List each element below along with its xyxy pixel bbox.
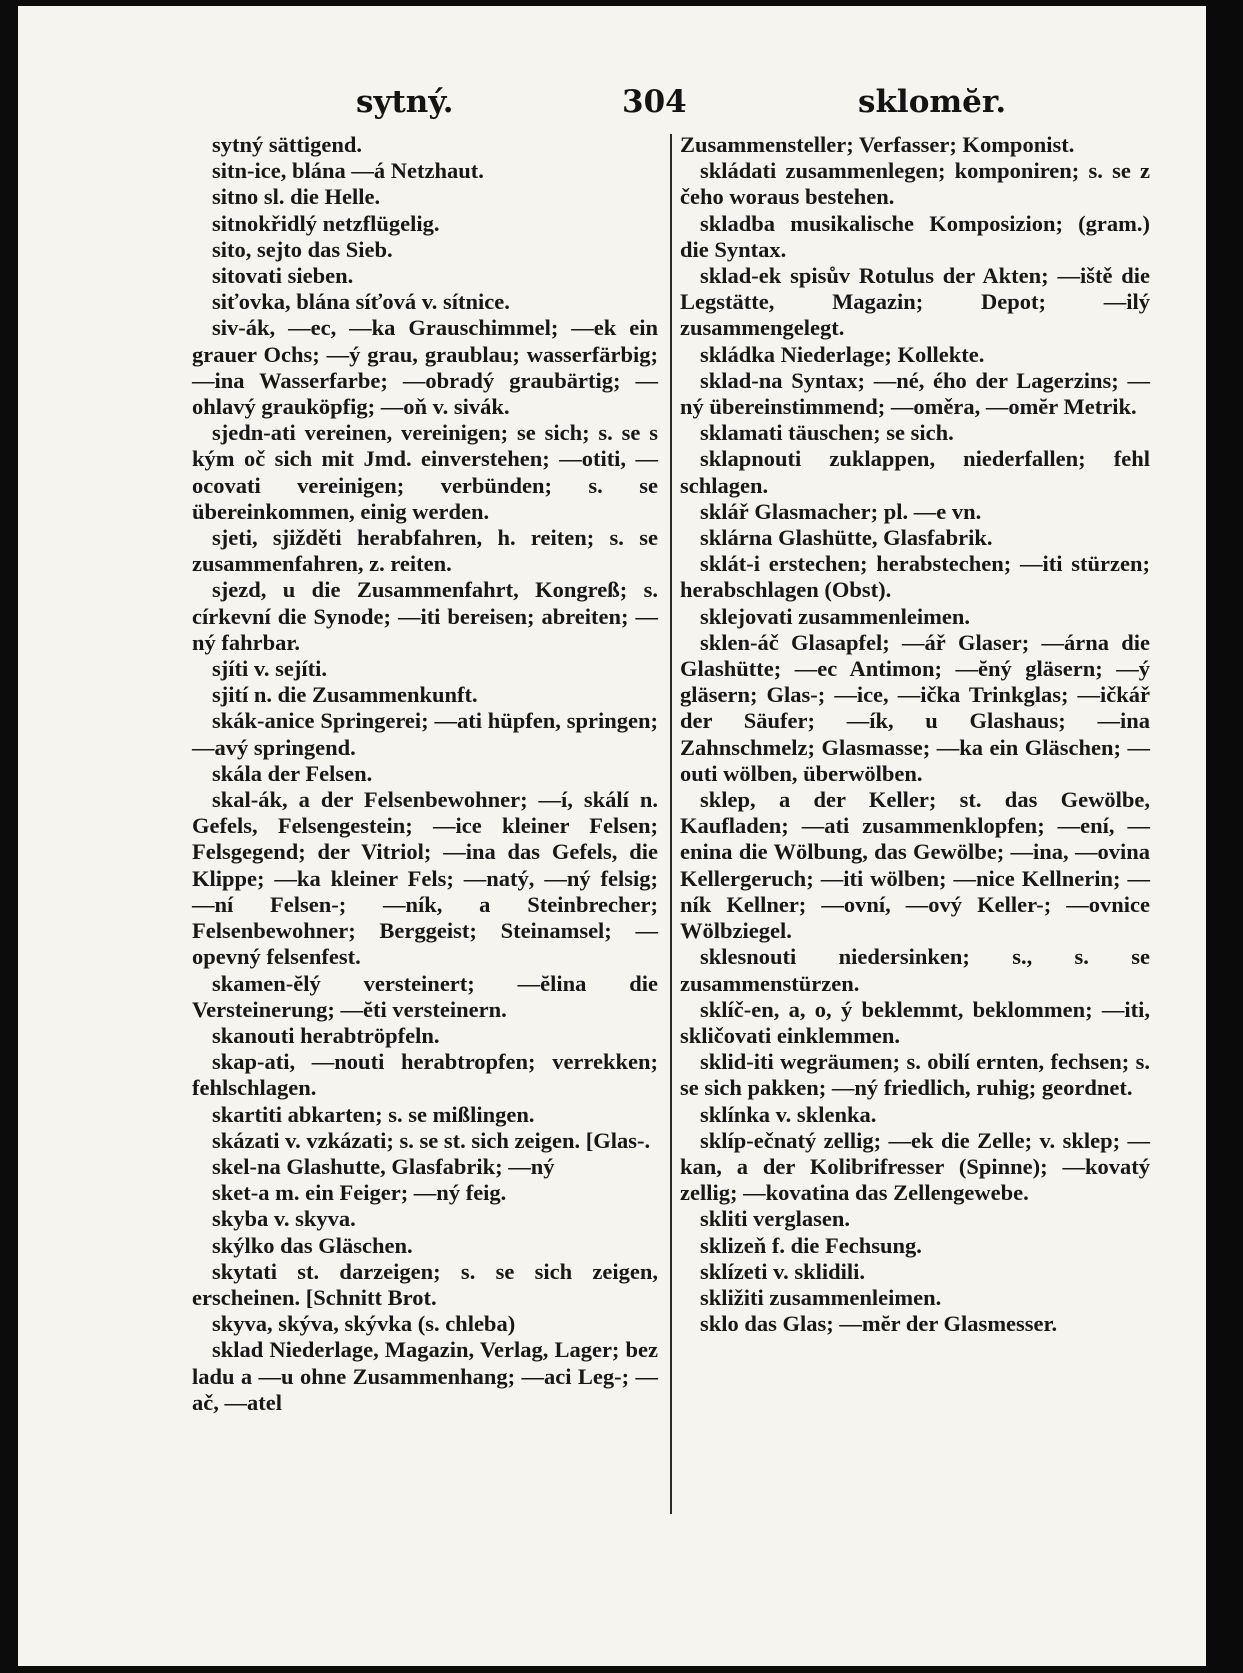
dictionary-entry: skázati v. vzkázati; s. se st. sich zeigen. [Glas-. (212, 1127, 651, 1153)
dictionary-entry: skytati st. darzeigen; s. se sich zeigen, erscheinen. [Schnitt Brot. (192, 1258, 658, 1310)
dictionary-entry: sklárna Glashütte, Glasfabrik. (700, 525, 993, 551)
dictionary-entry: skel-na Glashutte, Glasfabrik; —ný (212, 1153, 555, 1179)
dictionary-entry: sjíti v. sejíti. (212, 656, 327, 682)
dictionary-entry: Zusammensteller; Verfasser; Komponist. (680, 132, 1075, 157)
dictionary-entry: sitn-ice, blána —á Netzhaut. (212, 158, 484, 184)
dictionary-entry: sklát-i erstechen; herabstechen; —iti stürzen; herabschlagen (Obst). (680, 551, 1150, 603)
dictionary-entry: skýlko das Gläschen. (212, 1232, 413, 1258)
dictionary-entry: sklizeň f. die Fechsung. (700, 1232, 922, 1258)
dictionary-entry: sytný sättigend. (212, 132, 363, 157)
dictionary-entry: skartiti abkarten; s. se mißlingen. (212, 1101, 535, 1127)
dictionary-entry: sjití n. die Zusammenkunft. (212, 682, 478, 708)
dictionary-entry: sitno sl. die Helle. (212, 184, 381, 210)
dictionary-entry: sklad-ek spisův Rotulus der Akten; —iště die Legstätte, Magazin; Depot; —ilý zusammengelegt. (680, 263, 1150, 341)
dictionary-entry: skyba v. skyva. (212, 1206, 356, 1232)
dictionary-entry: sklep, a der Keller; st. das Gewölbe, Kaufladen; —ati zusammenklopfen; —ení, —enina die Wölbung, das Gewölbe; —ina, —ovina Kellergeruch; —iti wölben; —nice Kellnerin; —ník Kellner; —ovní, —ový Keller-; —ovnice Wölbziegel. (680, 787, 1150, 944)
dictionary-entry: sklízeti v. sklidili. (700, 1258, 866, 1284)
column-divider (670, 134, 672, 1514)
dictionary-entry: sklejovati zusammenleimen. (700, 603, 970, 629)
dictionary-entry: siťovka, blána síťová v. sítnice. (212, 289, 510, 315)
running-header (18, 84, 1206, 124)
dictionary-entry: sjeti, sjižděti herabfahren, h. reiten; s. se zusammenfahren, z. reiten. (192, 525, 658, 577)
dictionary-entry: sklid-iti wegräumen; s. obilí ernten, fechsen; s. se sich pakken; —ný friedlich, ruhig; geordnet. (680, 1049, 1150, 1101)
dictionary-entry: skliti verglasen. (700, 1206, 850, 1232)
dictionary-entry: skanouti herabtröpfeln. (212, 1022, 440, 1048)
dictionary-entry: sklář Glasmacher; pl. —e vn. (700, 498, 982, 524)
dictionary-entry: sjedn-ati vereinen, vereinigen; se sich; s. se s kým oč sich mit Jmd. einverstehen; —otiti, —ocovati vereinigen; verbünden; s. se übereinkommen, einig werden. (192, 420, 658, 524)
dictionary-entry: skák-anice Springerei; —ati hüpfen, springen; —avý springend. (192, 708, 658, 760)
dictionary-entry: sklad Niederlage, Magazin, Verlag, Lager; bez ladu a —u ohne Zusammenhang; —aci Leg-; —ač, —atel (192, 1337, 658, 1415)
dictionary-entry: skamen-ĕlý versteinert; —ĕlina die Versteinerung; —ĕti versteinern. (192, 970, 658, 1022)
dictionary-entry: skap-ati, —nouti herabtropfen; verrekken; fehlschlagen. (192, 1049, 658, 1101)
dictionary-entry: siv-ák, —ec, —ka Grauschimmel; —ek ein grauer Ochs; —ý grau, graublau; wasserfärbig; —ina Wasserfarbe; —obradý graubärtig; —ohlavý grauköpfig; —oň v. sivák. (192, 315, 658, 420)
dictionary-entry: sklad-na Syntax; —né, ého der Lagerzins; —ný übereinstimmend; —oměra, —omĕr Metrik. (680, 367, 1150, 420)
dictionary-entry: sklínka v. sklenka. (700, 1101, 877, 1127)
dictionary-page (18, 6, 1206, 1666)
dictionary-entry: skližiti zusammenleimen. (700, 1284, 942, 1310)
scan-border (1206, 0, 1243, 1673)
dictionary-entry: sklamati täuschen; se sich. (700, 420, 954, 446)
dictionary-entry: skládati zusammenlegen; komponiren; s. se z čeho woraus bestehen. (680, 158, 1150, 210)
dictionary-entry: skladba musikalische Komposizion; (gram.) die Syntax. (680, 210, 1150, 262)
dictionary-entry: skála der Felsen. (212, 760, 373, 786)
dictionary-entry: skládka Niederlage; Kollekte. (700, 341, 985, 367)
dictionary-entry: sklíč-en, a, o, ý beklemmt, beklommen; —iti, skličovati einklemmen. (680, 996, 1150, 1048)
dictionary-entry: sitovati sieben. (212, 263, 354, 289)
dictionary-entry: sklapnouti zuklappen, niederfallen; fehl schlagen. (680, 446, 1150, 498)
dictionary-entry: sklesnouti niedersinken; s., s. se zusammenstürzen. (680, 944, 1150, 996)
dictionary-entry: skyva, skýva, skývka (s. chleba) (212, 1311, 516, 1337)
left-column (192, 132, 658, 1416)
page-number: 304 (622, 84, 687, 120)
dictionary-entry: skal-ák, a der Felsenbewohner; —í, skálí n. Gefels, Felsengestein; —ice kleiner Felsen; Felsgegend; der Vitriol; —ina das Gefels, die Klippe; —ka kleiner Fels; —natý, —ný felsig; —ní Felsen-; —ník, a Steinbrecher; Felsenbewohner; Berggeist; Steinamsel; —opevný felsenfest. (192, 787, 658, 970)
dictionary-entry: sito, sejto das Sieb. (212, 236, 393, 262)
dictionary-entry: sjezd, u die Zusammenfahrt, Kongreß; s. církevní die Synode; —iti bereisen; abreiten; —ný fahrbar. (192, 577, 658, 655)
right-guide-word: sklomĕr. (858, 84, 1007, 120)
dictionary-entry: sklen-áč Glasapfel; —ář Glaser; —árna die Glashütte; —ec Antimon; —ĕný gläsern; —ý gläsern; Glas-; —ice, —ička Trinkglas; —ičkář der Säufer; —ík, u Glashaus; —ina Zahnschmelz; Glasmasse; —ka ein Gläschen; —outi wölben, überwölben. (680, 629, 1150, 786)
dictionary-entry: sitnokřidlý netzflügelig. (212, 210, 440, 236)
dictionary-entry: sklíp-ečnatý zellig; —ek die Zelle; v. sklep; —kan, a der Kolibrifresser (Spinne); —kovatý zellig; —kovatina das Zellengewebe. (680, 1127, 1150, 1206)
right-column (680, 132, 1150, 1337)
left-guide-word: sytný. (356, 84, 454, 120)
dictionary-entry: sklo das Glas; —mĕr der Glasmesser. (700, 1311, 1058, 1337)
dictionary-entry: sket-a m. ein Feiger; —ný feig. (212, 1180, 507, 1206)
